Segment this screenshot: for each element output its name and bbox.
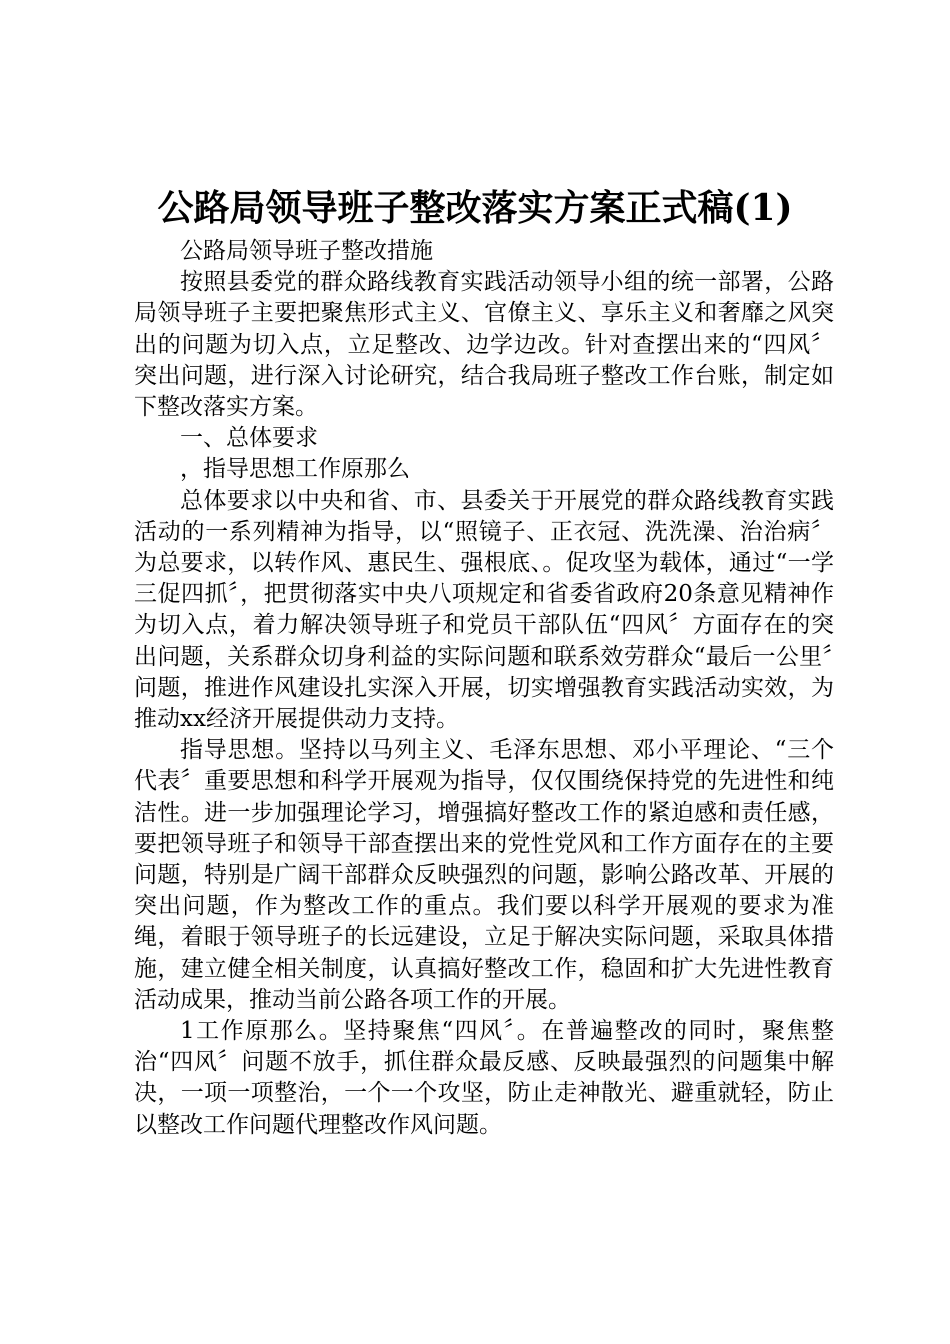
paragraph-general-requirements: 总体要求以中央和省、市、县委关于开展党的群众路线教育实践活动的一系列精神为指导，以“照镜子、正衣冠、洗洗澡、治治病〞为总要求，以转作风、惠民生、强根底、。促攻坚为载体，通过“一学三促四抓〞，把贯彻落实中央八项规定和省委省政府20条意见精神作为切入点，着力解决领导班子和党员干部队伍“四风〞方面存在的突出问题，关系群众切身利益的实际问题和联系效劳群众“最后一公里〞问题，推进作风建设扎实深入开展，切实增强教育实践活动实效，为推动xx经济开展提供动力支持。 — [134, 487, 834, 733]
paragraph-intro: 按照县委党的群众路线教育实践活动领导小组的统一部署，公路局领导班子主要把聚焦形式主义、官僚主义、享乐主义和奢靡之风突出的问题为切入点，立足整改、边学边改。针对查摆出来的“四风〞突出问题，进行深入讨论研究，结合我局班子整改工作台账，制定如下整改落实方案。 — [134, 269, 834, 421]
section-heading-general-requirements: 一、总体要求 — [180, 425, 318, 452]
paragraph-guiding-ideology: 指导思想。坚持以马列主义、毛泽东思想、邓小平理论、“三个代表〞重要思想和科学开展观为指导，仅仅围绕保持党的先进性和纯洁性。进一步加强理论学习，增强搞好整改工作的紧迫感和责任感，要把领导班子和领导干部查摆出来的党性党风和工作方面存在的主要问题，特别是广阔干部群众反映强烈的问题，影响公路改革、开展的突出问题，作为整改工作的重点。我们要以科学开展观的要求为准绳，着眼于领导班子的长远建设，立足于解决实际问题，采取具体措施，建立健全相关制度，认真搞好整改工作，稳固和扩大先进性教育活动成果，推动当前公路各项工作的开展。 — [134, 737, 834, 1013]
document-body — [134, 236, 834, 1141]
subheading-guiding-principles: ，指导思想工作原那么 — [180, 456, 410, 483]
paragraph-work-principles: 1工作原那么。坚持聚焦“四风〞。在普遍整改的同时，聚焦整治“四风〞问题不放手，抓住群众最反感、反映最强烈的问题集中解决，一项一项整治，一个一个攻坚，防止走神散光、避重就轻，防止以整改工作问题代理整改作风问题。 — [134, 1018, 834, 1138]
document-title: 公路局领导班子整改落实方案正式稿(1) — [157, 187, 793, 229]
paragraph-subtitle: 公路局领导班子整改措施 — [180, 238, 433, 264]
